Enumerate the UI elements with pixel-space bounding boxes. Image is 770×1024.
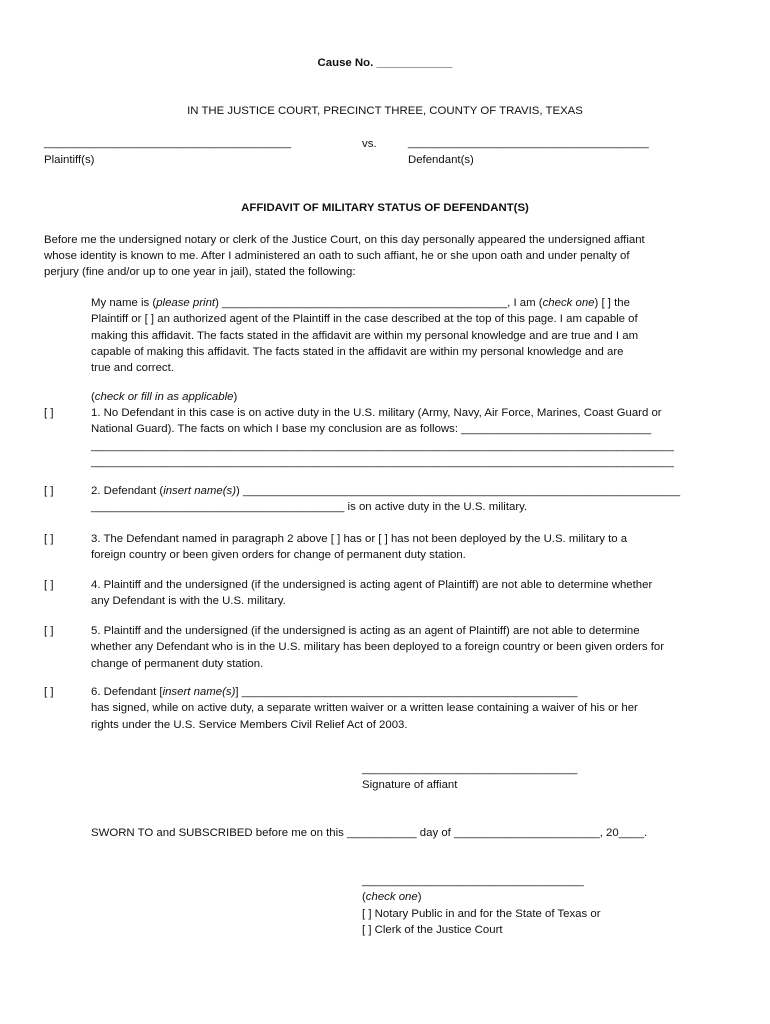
item-5-line: whether any Defendant who is in the U.S. military has been deployed to a foreign country or been given orders for bbox=[91, 641, 665, 654]
item-2-checkbox[interactable]: [ ] bbox=[44, 485, 54, 497]
intro-line: perjury (fine and/or up to one year in jail), stated the following: bbox=[44, 266, 356, 278]
item-1-line: 1. No Defendant in this case is on active duty in the U.S. military (Army, Navy, Air Force, Marines, Coast Guard or bbox=[91, 407, 662, 419]
item-6-line: rights under the U.S. Service Members Civil Relief Act of 2003. bbox=[91, 718, 408, 731]
item-3-checkbox[interactable]: [ ] bbox=[44, 533, 54, 545]
name-text: My name is ( bbox=[91, 297, 157, 309]
versus-label: vs. bbox=[362, 138, 377, 150]
court-heading: IN THE JUSTICE COURT, PRECINCT THREE, COUNTY OF TRAVIS, TEXAS bbox=[187, 105, 583, 117]
item-1-checkbox[interactable]: [ ] bbox=[44, 407, 54, 419]
plaintiff-checkbox: ) [ ] the bbox=[594, 297, 630, 309]
applicable-text: check or fill in as applicable bbox=[94, 391, 234, 403]
please-print-hint: please print bbox=[156, 297, 216, 309]
item-6 bbox=[91, 684, 731, 733]
check-one-hint: check one bbox=[542, 297, 595, 309]
item-6-blank: ] _____________________________________________________ bbox=[235, 686, 578, 698]
affidavit-title: AFFIDAVIT OF MILITARY STATUS OF DEFENDANT(S) bbox=[241, 202, 529, 214]
notary-signature-line: ___________________________________ bbox=[362, 875, 584, 887]
item-2-line: ________________________________________ is on active duty in the U.S. military. bbox=[91, 501, 528, 514]
item-5-checkbox[interactable]: [ ] bbox=[44, 625, 54, 637]
intro-line: Before me the undersigned notary or clerk of the Justice Court, on this day personally appeared the undersigned affiant bbox=[44, 234, 645, 246]
item-6-line: has signed, while on active duty, a separate written waiver or a written lease containing a waiver of his or her bbox=[91, 702, 638, 715]
name-blank: ) _____________________________________________, I am ( bbox=[215, 297, 543, 309]
sworn-statement: SWORN TO and SUBSCRIBED before me on this ___________ day of _______________________, 20____. bbox=[91, 827, 648, 839]
name-paragraph bbox=[91, 295, 731, 376]
paren: ( bbox=[362, 891, 366, 903]
item-6-checkbox[interactable]: [ ] bbox=[44, 686, 54, 698]
item-1 bbox=[91, 405, 731, 470]
item-1-blank-line: ____________________________________________________________________________________________ bbox=[91, 455, 674, 468]
paren: ) bbox=[417, 891, 422, 903]
name-line: true and correct. bbox=[91, 362, 174, 375]
paren: ( bbox=[91, 391, 95, 403]
item-5-line: change of permanent duty station. bbox=[91, 657, 264, 670]
item-5 bbox=[91, 623, 731, 672]
item-6-line bbox=[91, 684, 731, 700]
name-line: making this affidavit. The facts stated in the affidavit are within my personal knowledge and are true and I am bbox=[91, 329, 639, 342]
item-4-line: 4. Plaintiff and the undersigned (if the undersigned is acting agent of Plaintiff) are not able to determine whether bbox=[91, 579, 653, 591]
check-one-text: check one bbox=[365, 891, 418, 903]
check-one-hint bbox=[362, 889, 422, 905]
cause-number: Cause No. ____________ bbox=[317, 57, 453, 69]
item-3 bbox=[91, 531, 731, 564]
paren: ) bbox=[233, 391, 238, 403]
name-line: Plaintiff or [ ] an authorized agent of the Plaintiff in the case described at the top of this page. I am capable of bbox=[91, 313, 638, 326]
defendant-blank: ______________________________________ bbox=[408, 137, 649, 149]
applicable-hint bbox=[91, 389, 237, 405]
name-line: capable of making this affidavit. The facts stated in the affidavit are within my personal knowledge and are bbox=[91, 345, 624, 358]
intro-line: whose identity is known to me. After I administered an oath to such affiant, he or she upon oath and under penalty of bbox=[44, 250, 630, 262]
notary-public-option[interactable]: [ ] Notary Public in and for the State of Texas or bbox=[362, 908, 601, 920]
clerk-option[interactable]: [ ] Clerk of the Justice Court bbox=[362, 924, 503, 936]
item-2-text: 2. Defendant ( bbox=[91, 485, 164, 497]
item-1-line: National Guard). The facts on which I base my conclusion are as follows: ______________________________ bbox=[91, 423, 652, 436]
defendant-label: Defendant(s) bbox=[408, 154, 474, 166]
item-2 bbox=[91, 483, 731, 516]
plaintiff-label: Plaintiff(s) bbox=[44, 154, 95, 166]
item-3-line: 3. The Defendant named in paragraph 2 above [ ] has or [ ] has not been deployed by the U.S. military to a bbox=[91, 533, 628, 545]
insert-names-hint: insert name(s) bbox=[162, 686, 236, 698]
item-4-checkbox[interactable]: [ ] bbox=[44, 579, 54, 591]
item-5-line: 5. Plaintiff and the undersigned (if the undersigned is acting as an agent of Plaintiff) are not able to determine bbox=[91, 625, 640, 637]
item-1-blank-line: ____________________________________________________________________________________________ bbox=[91, 439, 674, 452]
plaintiff-blank: _______________________________________ bbox=[44, 137, 292, 149]
item-2-blank: ) _____________________________________________________________________ bbox=[235, 485, 681, 497]
item-4-line: any Defendant is with the U.S. military. bbox=[91, 595, 286, 608]
item-6-text: 6. Defendant [ bbox=[91, 686, 163, 698]
insert-names-hint: insert name(s) bbox=[163, 485, 236, 497]
item-2-line bbox=[91, 483, 731, 499]
item-3-line: foreign country or been given orders for change of permanent duty station. bbox=[91, 549, 466, 562]
item-4 bbox=[91, 577, 731, 610]
signature-label: Signature of affiant bbox=[362, 779, 458, 791]
name-line bbox=[91, 295, 731, 311]
signature-line: __________________________________ bbox=[362, 763, 578, 775]
